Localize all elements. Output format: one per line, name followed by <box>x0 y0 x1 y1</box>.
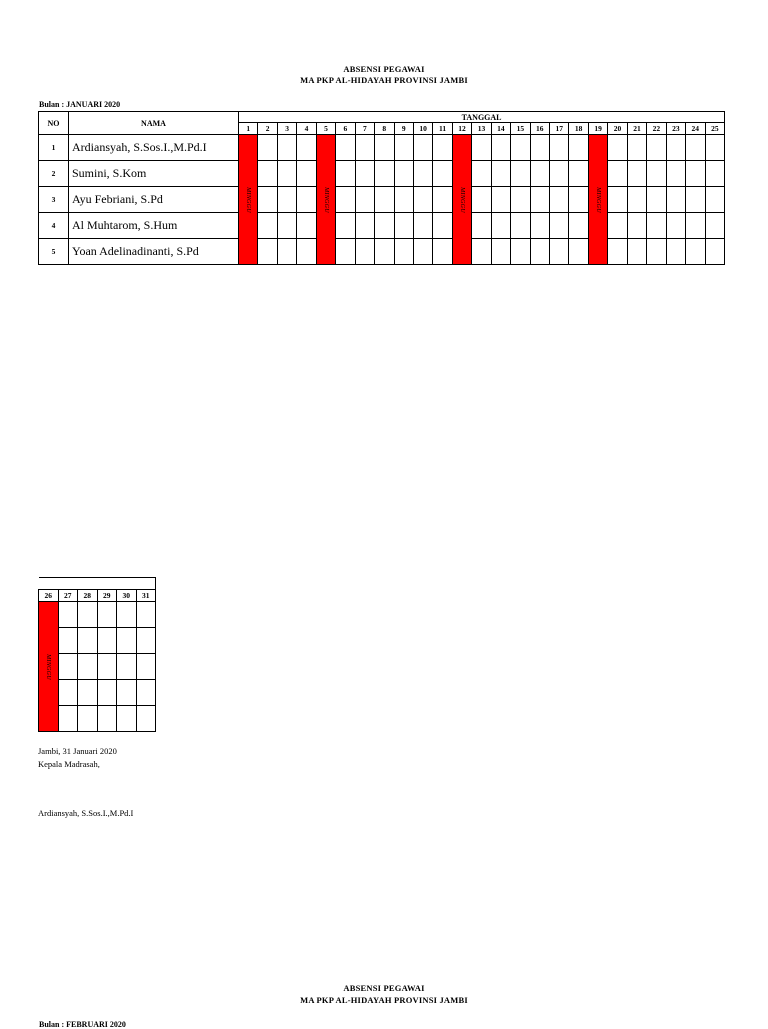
day-header: 6 <box>336 123 355 135</box>
attendance-cell[interactable] <box>705 135 725 161</box>
attendance-table-continued <box>38 577 156 732</box>
sunday-label: MINGGU <box>459 186 466 213</box>
attendance-cell[interactable] <box>550 187 569 213</box>
attendance-cell[interactable] <box>705 239 725 265</box>
attendance-cell[interactable] <box>258 239 277 265</box>
attendance-cell[interactable] <box>336 213 355 239</box>
attendance-cell[interactable] <box>97 628 117 654</box>
day-header: 28 <box>78 590 98 602</box>
next-month-line <box>39 1020 126 1029</box>
attendance-cell[interactable] <box>355 161 374 187</box>
attendance-cell[interactable] <box>530 239 549 265</box>
attendance-cell[interactable] <box>136 706 156 732</box>
day-header: 30 <box>117 590 137 602</box>
sunday-label: MINGGU <box>595 186 602 213</box>
attendance-cell[interactable] <box>569 239 588 265</box>
attendance-cell[interactable] <box>511 187 530 213</box>
day-header: 23 <box>666 123 685 135</box>
attendance-cell[interactable] <box>433 187 452 213</box>
attendance-cell[interactable] <box>413 135 432 161</box>
attendance-cell[interactable] <box>136 680 156 706</box>
attendance-cell[interactable] <box>58 706 78 732</box>
attendance-cell[interactable] <box>394 187 413 213</box>
attendance-cell[interactable] <box>297 213 316 239</box>
attendance-cell[interactable] <box>258 135 277 161</box>
day-header: 7 <box>355 123 374 135</box>
attendance-cell[interactable] <box>58 680 78 706</box>
day-header: 22 <box>647 123 666 135</box>
attendance-cell[interactable] <box>375 135 394 161</box>
attendance-cell[interactable] <box>608 161 627 187</box>
sunday-label: MINGGU <box>45 653 52 680</box>
attendance-cell[interactable] <box>78 654 98 680</box>
day-header: 20 <box>608 123 627 135</box>
attendance-cell[interactable] <box>394 161 413 187</box>
attendance-cell[interactable] <box>394 239 413 265</box>
employee-name: Ardiansyah, S.Sos.I.,M.Pd.I <box>69 135 239 161</box>
day-header: 3 <box>277 123 296 135</box>
table-row <box>39 161 725 187</box>
sunday-label: MINGGU <box>322 186 329 213</box>
day-header: 15 <box>511 123 530 135</box>
attendance-table <box>38 111 725 265</box>
attendance-cell[interactable] <box>78 602 98 628</box>
attendance-cell[interactable] <box>666 161 685 187</box>
attendance-cell[interactable] <box>97 706 117 732</box>
next-page-title: ABSENSI PEGAWAI <box>343 983 425 993</box>
day-header: 1 <box>239 123 258 135</box>
attendance-cell[interactable] <box>336 135 355 161</box>
page-title: ABSENSI PEGAWAI <box>343 64 425 74</box>
attendance-cell[interactable] <box>394 213 413 239</box>
day-header: 4 <box>297 123 316 135</box>
attendance-cell[interactable] <box>647 213 666 239</box>
attendance-cell[interactable] <box>666 213 685 239</box>
attendance-cell[interactable] <box>433 213 452 239</box>
attendance-cell[interactable] <box>647 187 666 213</box>
col-nama-header: NAMA <box>69 112 239 135</box>
attendance-cell[interactable] <box>355 135 374 161</box>
attendance-cell[interactable] <box>117 680 137 706</box>
signature-position: Kepala Madrasah, <box>38 759 100 769</box>
row-number: 3 <box>39 187 69 213</box>
attendance-cell[interactable] <box>511 213 530 239</box>
day-header: 24 <box>686 123 705 135</box>
attendance-cell[interactable] <box>686 213 705 239</box>
attendance-cell[interactable] <box>97 654 117 680</box>
attendance-cell[interactable] <box>530 135 549 161</box>
attendance-cell[interactable] <box>550 213 569 239</box>
row-number: 5 <box>39 239 69 265</box>
attendance-cell[interactable] <box>647 239 666 265</box>
attendance-cell[interactable] <box>627 213 646 239</box>
attendance-cell[interactable] <box>336 239 355 265</box>
day-header: 25 <box>705 123 725 135</box>
day-header: 17 <box>550 123 569 135</box>
attendance-cell[interactable] <box>550 161 569 187</box>
attendance-cell[interactable] <box>686 187 705 213</box>
attendance-cell[interactable] <box>375 187 394 213</box>
attendance-cell[interactable] <box>277 161 296 187</box>
attendance-cell[interactable] <box>472 213 491 239</box>
attendance-cell[interactable] <box>530 213 549 239</box>
table-row <box>39 135 725 161</box>
sunday-column <box>316 135 335 265</box>
signature-place-date: Jambi, 31 Januari 2020 <box>38 746 117 756</box>
employee-name: Ayu Febriani, S.Pd <box>69 187 239 213</box>
attendance-cell[interactable] <box>58 628 78 654</box>
attendance-cell[interactable] <box>569 135 588 161</box>
attendance-cell[interactable] <box>491 213 510 239</box>
attendance-cell[interactable] <box>491 161 510 187</box>
day-header: 5 <box>316 123 335 135</box>
attendance-cell[interactable] <box>97 680 117 706</box>
next-month-value: FEBRUARI 2020 <box>66 1020 126 1029</box>
row-number: 4 <box>39 213 69 239</box>
attendance-cell[interactable] <box>336 187 355 213</box>
attendance-cell[interactable] <box>550 135 569 161</box>
attendance-cell[interactable] <box>117 602 137 628</box>
attendance-cell[interactable] <box>413 239 432 265</box>
attendance-cell[interactable] <box>375 239 394 265</box>
employee-name: Al Muhtarom, S.Hum <box>69 213 239 239</box>
attendance-cell[interactable] <box>433 161 452 187</box>
attendance-cell[interactable] <box>647 161 666 187</box>
table-row <box>39 239 725 265</box>
attendance-cell[interactable] <box>472 135 491 161</box>
day-header: 11 <box>433 123 452 135</box>
attendance-cell[interactable] <box>647 135 666 161</box>
sunday-column <box>39 602 59 732</box>
attendance-cell[interactable] <box>569 161 588 187</box>
attendance-cell[interactable] <box>433 239 452 265</box>
attendance-cell[interactable] <box>433 135 452 161</box>
next-month-label: Bulan : <box>39 1020 65 1029</box>
attendance-cell[interactable] <box>297 187 316 213</box>
attendance-cell[interactable] <box>686 161 705 187</box>
day-header: 19 <box>588 123 607 135</box>
attendance-cell[interactable] <box>258 187 277 213</box>
day-header: 16 <box>530 123 549 135</box>
attendance-cell[interactable] <box>608 187 627 213</box>
attendance-cell[interactable] <box>705 187 725 213</box>
employee-name: Sumini, S.Kom <box>69 161 239 187</box>
attendance-cell[interactable] <box>705 213 725 239</box>
attendance-cell[interactable] <box>530 161 549 187</box>
blank-header-cell <box>39 578 156 590</box>
attendance-cell[interactable] <box>666 135 685 161</box>
sunday-column <box>239 135 258 265</box>
attendance-cell[interactable] <box>491 239 510 265</box>
days-row-2 <box>39 590 156 602</box>
attendance-cell[interactable] <box>336 161 355 187</box>
attendance-cell[interactable] <box>686 135 705 161</box>
attendance-cell[interactable] <box>355 213 374 239</box>
day-header: 12 <box>452 123 471 135</box>
table-row <box>39 602 156 628</box>
table-row <box>39 187 725 213</box>
day-header: 10 <box>413 123 432 135</box>
header-row <box>39 112 725 123</box>
month-line <box>39 100 120 109</box>
attendance-cell[interactable] <box>686 239 705 265</box>
attendance-cell[interactable] <box>136 602 156 628</box>
attendance-cell[interactable] <box>394 135 413 161</box>
day-header: 14 <box>491 123 510 135</box>
attendance-cell[interactable] <box>511 239 530 265</box>
day-header: 27 <box>58 590 78 602</box>
attendance-cell[interactable] <box>136 628 156 654</box>
attendance-cell[interactable] <box>608 135 627 161</box>
attendance-cell[interactable] <box>117 654 137 680</box>
month-value: JANUARI 2020 <box>66 100 121 109</box>
attendance-cell[interactable] <box>472 239 491 265</box>
attendance-cell[interactable] <box>705 161 725 187</box>
attendance-cell[interactable] <box>550 239 569 265</box>
attendance-cell[interactable] <box>511 135 530 161</box>
attendance-cell[interactable] <box>277 187 296 213</box>
attendance-cell[interactable] <box>511 161 530 187</box>
day-header: 9 <box>394 123 413 135</box>
day-header: 8 <box>375 123 394 135</box>
attendance-cell[interactable] <box>608 213 627 239</box>
attendance-cell[interactable] <box>355 239 374 265</box>
day-header: 26 <box>39 590 59 602</box>
attendance-cell[interactable] <box>58 654 78 680</box>
attendance-cell[interactable] <box>375 213 394 239</box>
attendance-cell[interactable] <box>627 187 646 213</box>
day-header: 21 <box>627 123 646 135</box>
attendance-cell[interactable] <box>627 161 646 187</box>
attendance-cell[interactable] <box>58 602 78 628</box>
month-label: Bulan : <box>39 100 65 109</box>
attendance-cell[interactable] <box>413 187 432 213</box>
sunday-column <box>588 135 607 265</box>
sunday-column <box>452 135 471 265</box>
attendance-cell[interactable] <box>491 187 510 213</box>
col-tanggal-header: TANGGAL <box>239 112 725 123</box>
col-no-header: NO <box>39 112 69 135</box>
attendance-cell[interactable] <box>117 706 137 732</box>
day-header: 29 <box>97 590 117 602</box>
attendance-cell[interactable] <box>627 135 646 161</box>
attendance-cell[interactable] <box>97 602 117 628</box>
attendance-cell[interactable] <box>297 239 316 265</box>
attendance-cell[interactable] <box>491 135 510 161</box>
attendance-cell[interactable] <box>78 706 98 732</box>
attendance-cell[interactable] <box>472 187 491 213</box>
attendance-cell[interactable] <box>472 161 491 187</box>
attendance-cell[interactable] <box>258 161 277 187</box>
attendance-cell[interactable] <box>297 135 316 161</box>
day-header: 13 <box>472 123 491 135</box>
attendance-cell[interactable] <box>258 213 277 239</box>
row-number: 2 <box>39 161 69 187</box>
attendance-cell[interactable] <box>666 239 685 265</box>
attendance-cell[interactable] <box>78 680 98 706</box>
attendance-cell[interactable] <box>413 161 432 187</box>
attendance-cell[interactable] <box>375 161 394 187</box>
top-blank-row <box>39 578 156 590</box>
day-header: 18 <box>569 123 588 135</box>
attendance-cell[interactable] <box>530 187 549 213</box>
attendance-cell[interactable] <box>117 628 137 654</box>
attendance-cell[interactable] <box>277 239 296 265</box>
table-row <box>39 213 725 239</box>
attendance-cell[interactable] <box>277 213 296 239</box>
employee-name: Yoan Adelinadinanti, S.Pd <box>69 239 239 265</box>
next-page-subtitle: MA PKP AL-HIDAYAH PROVINSI JAMBI <box>300 995 468 1005</box>
row-number: 1 <box>39 135 69 161</box>
attendance-cell[interactable] <box>277 135 296 161</box>
attendance-cell[interactable] <box>297 161 316 187</box>
attendance-cell[interactable] <box>666 187 685 213</box>
attendance-cell[interactable] <box>355 187 374 213</box>
attendance-cell[interactable] <box>136 654 156 680</box>
attendance-cell[interactable] <box>78 628 98 654</box>
day-header: 31 <box>136 590 156 602</box>
attendance-cell[interactable] <box>608 239 627 265</box>
attendance-cell[interactable] <box>627 239 646 265</box>
signature-name: Ardiansyah, S.Sos.I.,M.Pd.I <box>38 808 134 818</box>
page-subtitle: MA PKP AL-HIDAYAH PROVINSI JAMBI <box>300 75 468 85</box>
attendance-cell[interactable] <box>413 213 432 239</box>
day-header: 2 <box>258 123 277 135</box>
attendance-cell[interactable] <box>569 187 588 213</box>
sunday-label: MINGGU <box>245 186 252 213</box>
attendance-cell[interactable] <box>569 213 588 239</box>
